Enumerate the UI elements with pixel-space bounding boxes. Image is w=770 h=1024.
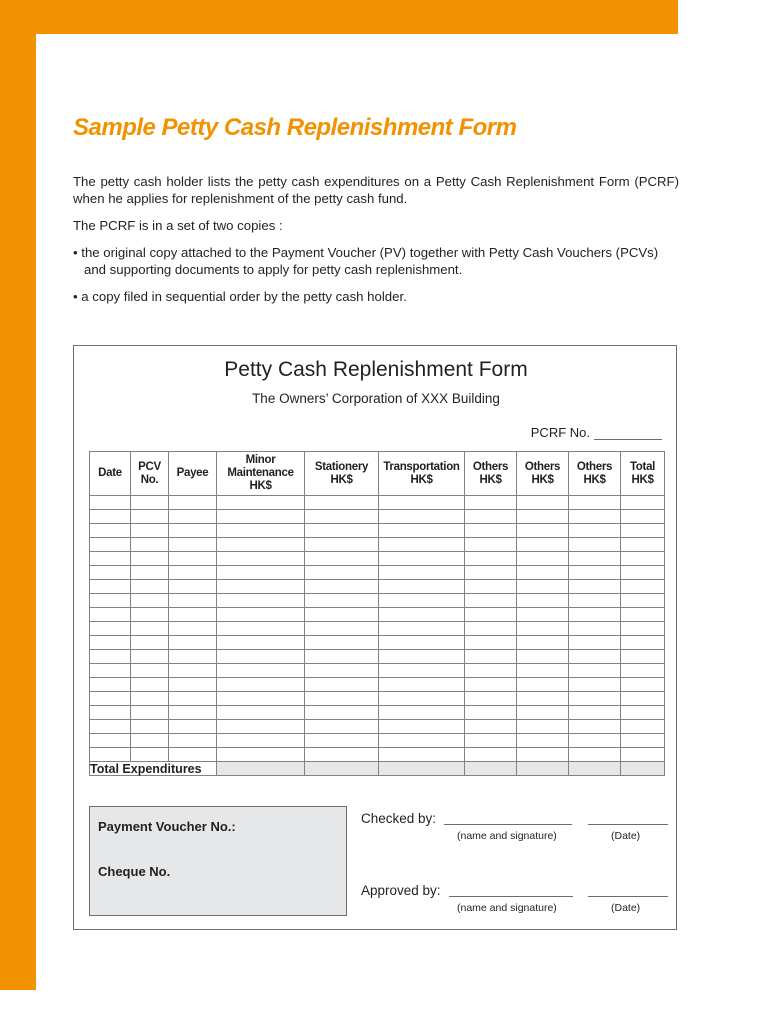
- table-cell[interactable]: [379, 496, 465, 510]
- table-cell[interactable]: [379, 594, 465, 608]
- table-cell[interactable]: [517, 594, 569, 608]
- table-cell[interactable]: [217, 538, 305, 552]
- table-cell[interactable]: [569, 622, 621, 636]
- table-cell[interactable]: [305, 748, 379, 762]
- table-cell[interactable]: [621, 734, 665, 748]
- table-cell[interactable]: [465, 664, 517, 678]
- intro-paragraph: The PCRF is in a set of two copies :: [73, 218, 283, 233]
- table-cell[interactable]: [569, 608, 621, 622]
- intro-text: [73, 173, 679, 315]
- table-cell[interactable]: [305, 636, 379, 650]
- approved-by-signature-line[interactable]: [449, 884, 573, 897]
- table-cell[interactable]: [621, 608, 665, 622]
- table-cell[interactable]: [569, 524, 621, 538]
- table-cell[interactable]: [465, 524, 517, 538]
- column-header: Date: [90, 452, 131, 496]
- table-cell[interactable]: [305, 692, 379, 706]
- column-header: Transportation HK$: [379, 452, 465, 496]
- cheque-label: Cheque No.: [98, 864, 171, 879]
- approved-by-date-line[interactable]: [588, 884, 668, 897]
- table-cell[interactable]: [90, 510, 131, 524]
- table-cell[interactable]: [217, 552, 305, 566]
- table-cell[interactable]: [131, 524, 169, 538]
- table-cell[interactable]: [379, 538, 465, 552]
- table-cell[interactable]: [90, 734, 131, 748]
- column-header: Others HK$: [465, 452, 517, 496]
- table-cell[interactable]: [379, 636, 465, 650]
- table-cell[interactable]: [169, 748, 217, 762]
- table-cell[interactable]: [569, 552, 621, 566]
- table-cell[interactable]: [569, 734, 621, 748]
- table-cell[interactable]: [517, 734, 569, 748]
- table-cell[interactable]: [305, 734, 379, 748]
- form-subtitle: The Owners’ Corporation of XXX Building: [252, 391, 500, 406]
- table-cell[interactable]: [131, 720, 169, 734]
- table-cell[interactable]: [169, 664, 217, 678]
- table-cell[interactable]: [517, 496, 569, 510]
- column-header: Minor Maintenance HK$: [217, 452, 305, 496]
- table-cell[interactable]: [305, 510, 379, 524]
- table-cell[interactable]: [217, 636, 305, 650]
- column-header: Stationery HK$: [305, 452, 379, 496]
- table-row: [90, 496, 665, 510]
- table-cell[interactable]: [169, 706, 217, 720]
- table-cell[interactable]: [169, 580, 217, 594]
- table-cell[interactable]: [517, 608, 569, 622]
- total-cell[interactable]: [517, 762, 569, 776]
- table-cell[interactable]: [621, 748, 665, 762]
- table-row: [90, 566, 665, 580]
- table-cell[interactable]: [169, 510, 217, 524]
- name-signature-caption: (name and signature): [457, 830, 557, 842]
- table-cell[interactable]: [90, 496, 131, 510]
- table-row: [90, 622, 665, 636]
- table-cell[interactable]: [305, 678, 379, 692]
- table-cell[interactable]: [621, 678, 665, 692]
- table-cell[interactable]: [217, 566, 305, 580]
- table-cell[interactable]: [465, 650, 517, 664]
- table-cell[interactable]: [569, 650, 621, 664]
- date-caption: (Date): [611, 902, 641, 914]
- table-cell[interactable]: [465, 608, 517, 622]
- table-cell[interactable]: [379, 524, 465, 538]
- table-cell[interactable]: [517, 552, 569, 566]
- table-cell[interactable]: [169, 720, 217, 734]
- table-row: [90, 552, 665, 566]
- table-cell[interactable]: [217, 608, 305, 622]
- table-cell[interactable]: [569, 594, 621, 608]
- table-cell[interactable]: [569, 720, 621, 734]
- table-cell[interactable]: [217, 496, 305, 510]
- table-cell[interactable]: [90, 566, 131, 580]
- orange-top-band: [0, 0, 678, 34]
- table-cell[interactable]: [217, 510, 305, 524]
- column-header: Total HK$: [621, 452, 665, 496]
- table-row: [90, 650, 665, 664]
- table-cell[interactable]: [131, 748, 169, 762]
- table-cell[interactable]: [621, 664, 665, 678]
- table-cell[interactable]: [90, 552, 131, 566]
- table-cell[interactable]: [621, 552, 665, 566]
- table-cell[interactable]: [131, 538, 169, 552]
- table-cell[interactable]: [305, 496, 379, 510]
- table-cell[interactable]: [621, 636, 665, 650]
- table-cell[interactable]: [305, 720, 379, 734]
- table-cell[interactable]: [465, 748, 517, 762]
- table-cell[interactable]: [90, 594, 131, 608]
- table-cell[interactable]: [621, 566, 665, 580]
- table-cell[interactable]: [305, 706, 379, 720]
- table-cell[interactable]: [465, 580, 517, 594]
- table-cell[interactable]: [305, 608, 379, 622]
- table-cell[interactable]: [131, 650, 169, 664]
- table-cell[interactable]: [465, 692, 517, 706]
- table-cell[interactable]: [131, 510, 169, 524]
- table-cell[interactable]: [379, 664, 465, 678]
- checked-by-label: Checked by:: [361, 811, 437, 826]
- total-expenditures-label: Total Expenditures: [90, 762, 217, 776]
- table-cell[interactable]: [217, 594, 305, 608]
- table-row: [90, 706, 665, 720]
- table-cell[interactable]: [90, 622, 131, 636]
- table-cell[interactable]: [90, 650, 131, 664]
- table-cell[interactable]: [569, 580, 621, 594]
- total-cell[interactable]: [465, 762, 517, 776]
- table-row: [90, 678, 665, 692]
- table-cell[interactable]: [169, 608, 217, 622]
- table-cell[interactable]: [217, 580, 305, 594]
- table-cell[interactable]: [465, 706, 517, 720]
- table-cell[interactable]: [517, 580, 569, 594]
- table-cell[interactable]: [621, 580, 665, 594]
- table-cell[interactable]: [217, 650, 305, 664]
- form-title: Petty Cash Replenishment Form: [224, 358, 528, 381]
- table-cell[interactable]: [621, 706, 665, 720]
- table-cell[interactable]: [169, 678, 217, 692]
- table-cell[interactable]: [379, 706, 465, 720]
- table-cell[interactable]: [379, 552, 465, 566]
- column-header: Others HK$: [517, 452, 569, 496]
- table-cell[interactable]: [569, 748, 621, 762]
- table-cell[interactable]: [465, 636, 517, 650]
- table-cell[interactable]: [569, 538, 621, 552]
- table-cell[interactable]: [217, 692, 305, 706]
- table-cell[interactable]: [517, 706, 569, 720]
- table-cell[interactable]: [517, 678, 569, 692]
- name-signature-caption: (name and signature): [457, 902, 557, 914]
- table-cell[interactable]: [131, 552, 169, 566]
- table-cell[interactable]: [131, 636, 169, 650]
- table-cell[interactable]: [517, 636, 569, 650]
- table-cell[interactable]: [131, 608, 169, 622]
- payment-voucher-box: [89, 806, 347, 916]
- table-cell[interactable]: [517, 664, 569, 678]
- bullet-item: • the original copy attached to the Payment Voucher (PV) together with Petty Cash Vouchers (PCVs) and supporting documents to apply for petty cash replenishment.: [73, 245, 659, 277]
- table-cell[interactable]: [169, 566, 217, 580]
- table-cell[interactable]: [305, 594, 379, 608]
- table-cell[interactable]: [305, 566, 379, 580]
- table-header-row: [90, 452, 665, 496]
- table-cell[interactable]: [90, 608, 131, 622]
- column-header: Others HK$: [569, 452, 621, 496]
- table-cell[interactable]: [90, 720, 131, 734]
- table-cell[interactable]: [90, 692, 131, 706]
- table-cell[interactable]: [131, 692, 169, 706]
- approved-by-label: Approved by:: [361, 883, 441, 898]
- form-box: [73, 345, 677, 930]
- table-row: [90, 734, 665, 748]
- table-cell[interactable]: [621, 594, 665, 608]
- table-cell[interactable]: [465, 622, 517, 636]
- table-cell[interactable]: [465, 720, 517, 734]
- table-cell[interactable]: [217, 734, 305, 748]
- table-cell[interactable]: [217, 622, 305, 636]
- table-cell[interactable]: [621, 692, 665, 706]
- table-row: [90, 692, 665, 706]
- table-cell[interactable]: [569, 692, 621, 706]
- table-cell[interactable]: [217, 706, 305, 720]
- table-row: [90, 524, 665, 538]
- table-cell[interactable]: [90, 538, 131, 552]
- table-cell[interactable]: [217, 720, 305, 734]
- table-cell[interactable]: [517, 566, 569, 580]
- table-cell[interactable]: [465, 552, 517, 566]
- table-cell[interactable]: [379, 580, 465, 594]
- table-cell[interactable]: [131, 580, 169, 594]
- table-cell[interactable]: [131, 496, 169, 510]
- table-cell[interactable]: [379, 608, 465, 622]
- pcrf-input-line[interactable]: [594, 428, 662, 440]
- table-cell[interactable]: [217, 678, 305, 692]
- table-cell[interactable]: [379, 678, 465, 692]
- table-cell[interactable]: [169, 594, 217, 608]
- table-cell[interactable]: [465, 496, 517, 510]
- table-cell[interactable]: [379, 510, 465, 524]
- table-cell[interactable]: [217, 748, 305, 762]
- table-cell[interactable]: [305, 664, 379, 678]
- table-cell[interactable]: [569, 510, 621, 524]
- total-cell[interactable]: [621, 762, 665, 776]
- total-row: [90, 762, 665, 776]
- table-cell[interactable]: [90, 748, 131, 762]
- table-cell[interactable]: [169, 636, 217, 650]
- table-cell[interactable]: [621, 510, 665, 524]
- expenditure-table: [89, 451, 665, 776]
- table-row: [90, 636, 665, 650]
- checked-by-date-line[interactable]: [588, 812, 668, 825]
- table-cell[interactable]: [517, 622, 569, 636]
- table-cell[interactable]: [305, 650, 379, 664]
- table-row: [90, 608, 665, 622]
- table-cell[interactable]: [169, 524, 217, 538]
- table-cell[interactable]: [569, 496, 621, 510]
- table-cell[interactable]: [169, 496, 217, 510]
- table-cell[interactable]: [569, 664, 621, 678]
- table-cell[interactable]: [517, 720, 569, 734]
- table-cell[interactable]: [379, 734, 465, 748]
- table-cell[interactable]: [131, 594, 169, 608]
- table-cell[interactable]: [569, 636, 621, 650]
- page-title: Sample Petty Cash Replenishment Form: [73, 114, 517, 141]
- total-cell[interactable]: [379, 762, 465, 776]
- table-row: [90, 720, 665, 734]
- table-cell[interactable]: [90, 706, 131, 720]
- table-cell[interactable]: [379, 692, 465, 706]
- table-row: [90, 594, 665, 608]
- table-cell[interactable]: [131, 706, 169, 720]
- column-header: PCV No.: [131, 452, 169, 496]
- table-cell[interactable]: [621, 524, 665, 538]
- table-cell[interactable]: [569, 706, 621, 720]
- table-cell[interactable]: [621, 650, 665, 664]
- table-row: [90, 538, 665, 552]
- table-cell[interactable]: [379, 748, 465, 762]
- table-cell[interactable]: [621, 538, 665, 552]
- date-caption: (Date): [611, 830, 641, 842]
- table-cell[interactable]: [305, 552, 379, 566]
- checked-by-signature-line[interactable]: [444, 812, 572, 825]
- pcrf-label: PCRF No.: [530, 425, 590, 440]
- total-cell[interactable]: [217, 762, 305, 776]
- table-row: [90, 510, 665, 524]
- table-cell[interactable]: [131, 678, 169, 692]
- table-cell[interactable]: [217, 524, 305, 538]
- table-row: [90, 664, 665, 678]
- payment-voucher-label: Payment Voucher No.:: [98, 819, 236, 834]
- table-cell[interactable]: [169, 552, 217, 566]
- table-cell[interactable]: [379, 566, 465, 580]
- table-cell[interactable]: [90, 580, 131, 594]
- table-cell[interactable]: [90, 524, 131, 538]
- table-cell[interactable]: [305, 538, 379, 552]
- table-cell[interactable]: [379, 650, 465, 664]
- table-cell[interactable]: [465, 594, 517, 608]
- table-cell[interactable]: [569, 566, 621, 580]
- table-row: [90, 748, 665, 762]
- table-cell[interactable]: [517, 692, 569, 706]
- bullet-item: • a copy filed in sequential order by the petty cash holder.: [73, 289, 407, 304]
- table-cell[interactable]: [517, 538, 569, 552]
- table-cell[interactable]: [305, 524, 379, 538]
- table-cell[interactable]: [131, 734, 169, 748]
- table-cell[interactable]: [517, 524, 569, 538]
- table-cell[interactable]: [465, 734, 517, 748]
- table-cell[interactable]: [379, 622, 465, 636]
- total-cell[interactable]: [305, 762, 379, 776]
- table-cell[interactable]: [379, 720, 465, 734]
- table-cell[interactable]: [517, 510, 569, 524]
- table-cell[interactable]: [621, 622, 665, 636]
- table-cell[interactable]: [131, 664, 169, 678]
- table-cell[interactable]: [217, 664, 305, 678]
- table-cell[interactable]: [465, 566, 517, 580]
- table-cell[interactable]: [517, 748, 569, 762]
- pcrf-number-field[interactable]: [531, 425, 662, 440]
- total-cell[interactable]: [569, 762, 621, 776]
- table-cell[interactable]: [169, 692, 217, 706]
- column-header: Payee: [169, 452, 217, 496]
- table-cell[interactable]: [465, 538, 517, 552]
- table-cell[interactable]: [169, 622, 217, 636]
- table-cell[interactable]: [621, 496, 665, 510]
- table-cell[interactable]: [90, 636, 131, 650]
- table-row: [90, 580, 665, 594]
- table-cell[interactable]: [569, 678, 621, 692]
- table-cell[interactable]: [517, 650, 569, 664]
- table-cell[interactable]: [90, 678, 131, 692]
- table-cell[interactable]: [169, 538, 217, 552]
- intro-paragraph: The petty cash holder lists the petty cash expenditures on a Petty Cash Replenishment Form (PCRF) when he applies for replenishment of the petty cash fund.: [73, 174, 679, 206]
- table-cell[interactable]: [90, 664, 131, 678]
- orange-left-band: [0, 34, 36, 990]
- table-cell[interactable]: [465, 510, 517, 524]
- table-cell[interactable]: [621, 720, 665, 734]
- table-cell[interactable]: [131, 566, 169, 580]
- table-cell[interactable]: [465, 678, 517, 692]
- table-cell[interactable]: [169, 650, 217, 664]
- table-cell[interactable]: [305, 622, 379, 636]
- table-cell[interactable]: [131, 622, 169, 636]
- table-cell[interactable]: [305, 580, 379, 594]
- table-cell[interactable]: [169, 734, 217, 748]
